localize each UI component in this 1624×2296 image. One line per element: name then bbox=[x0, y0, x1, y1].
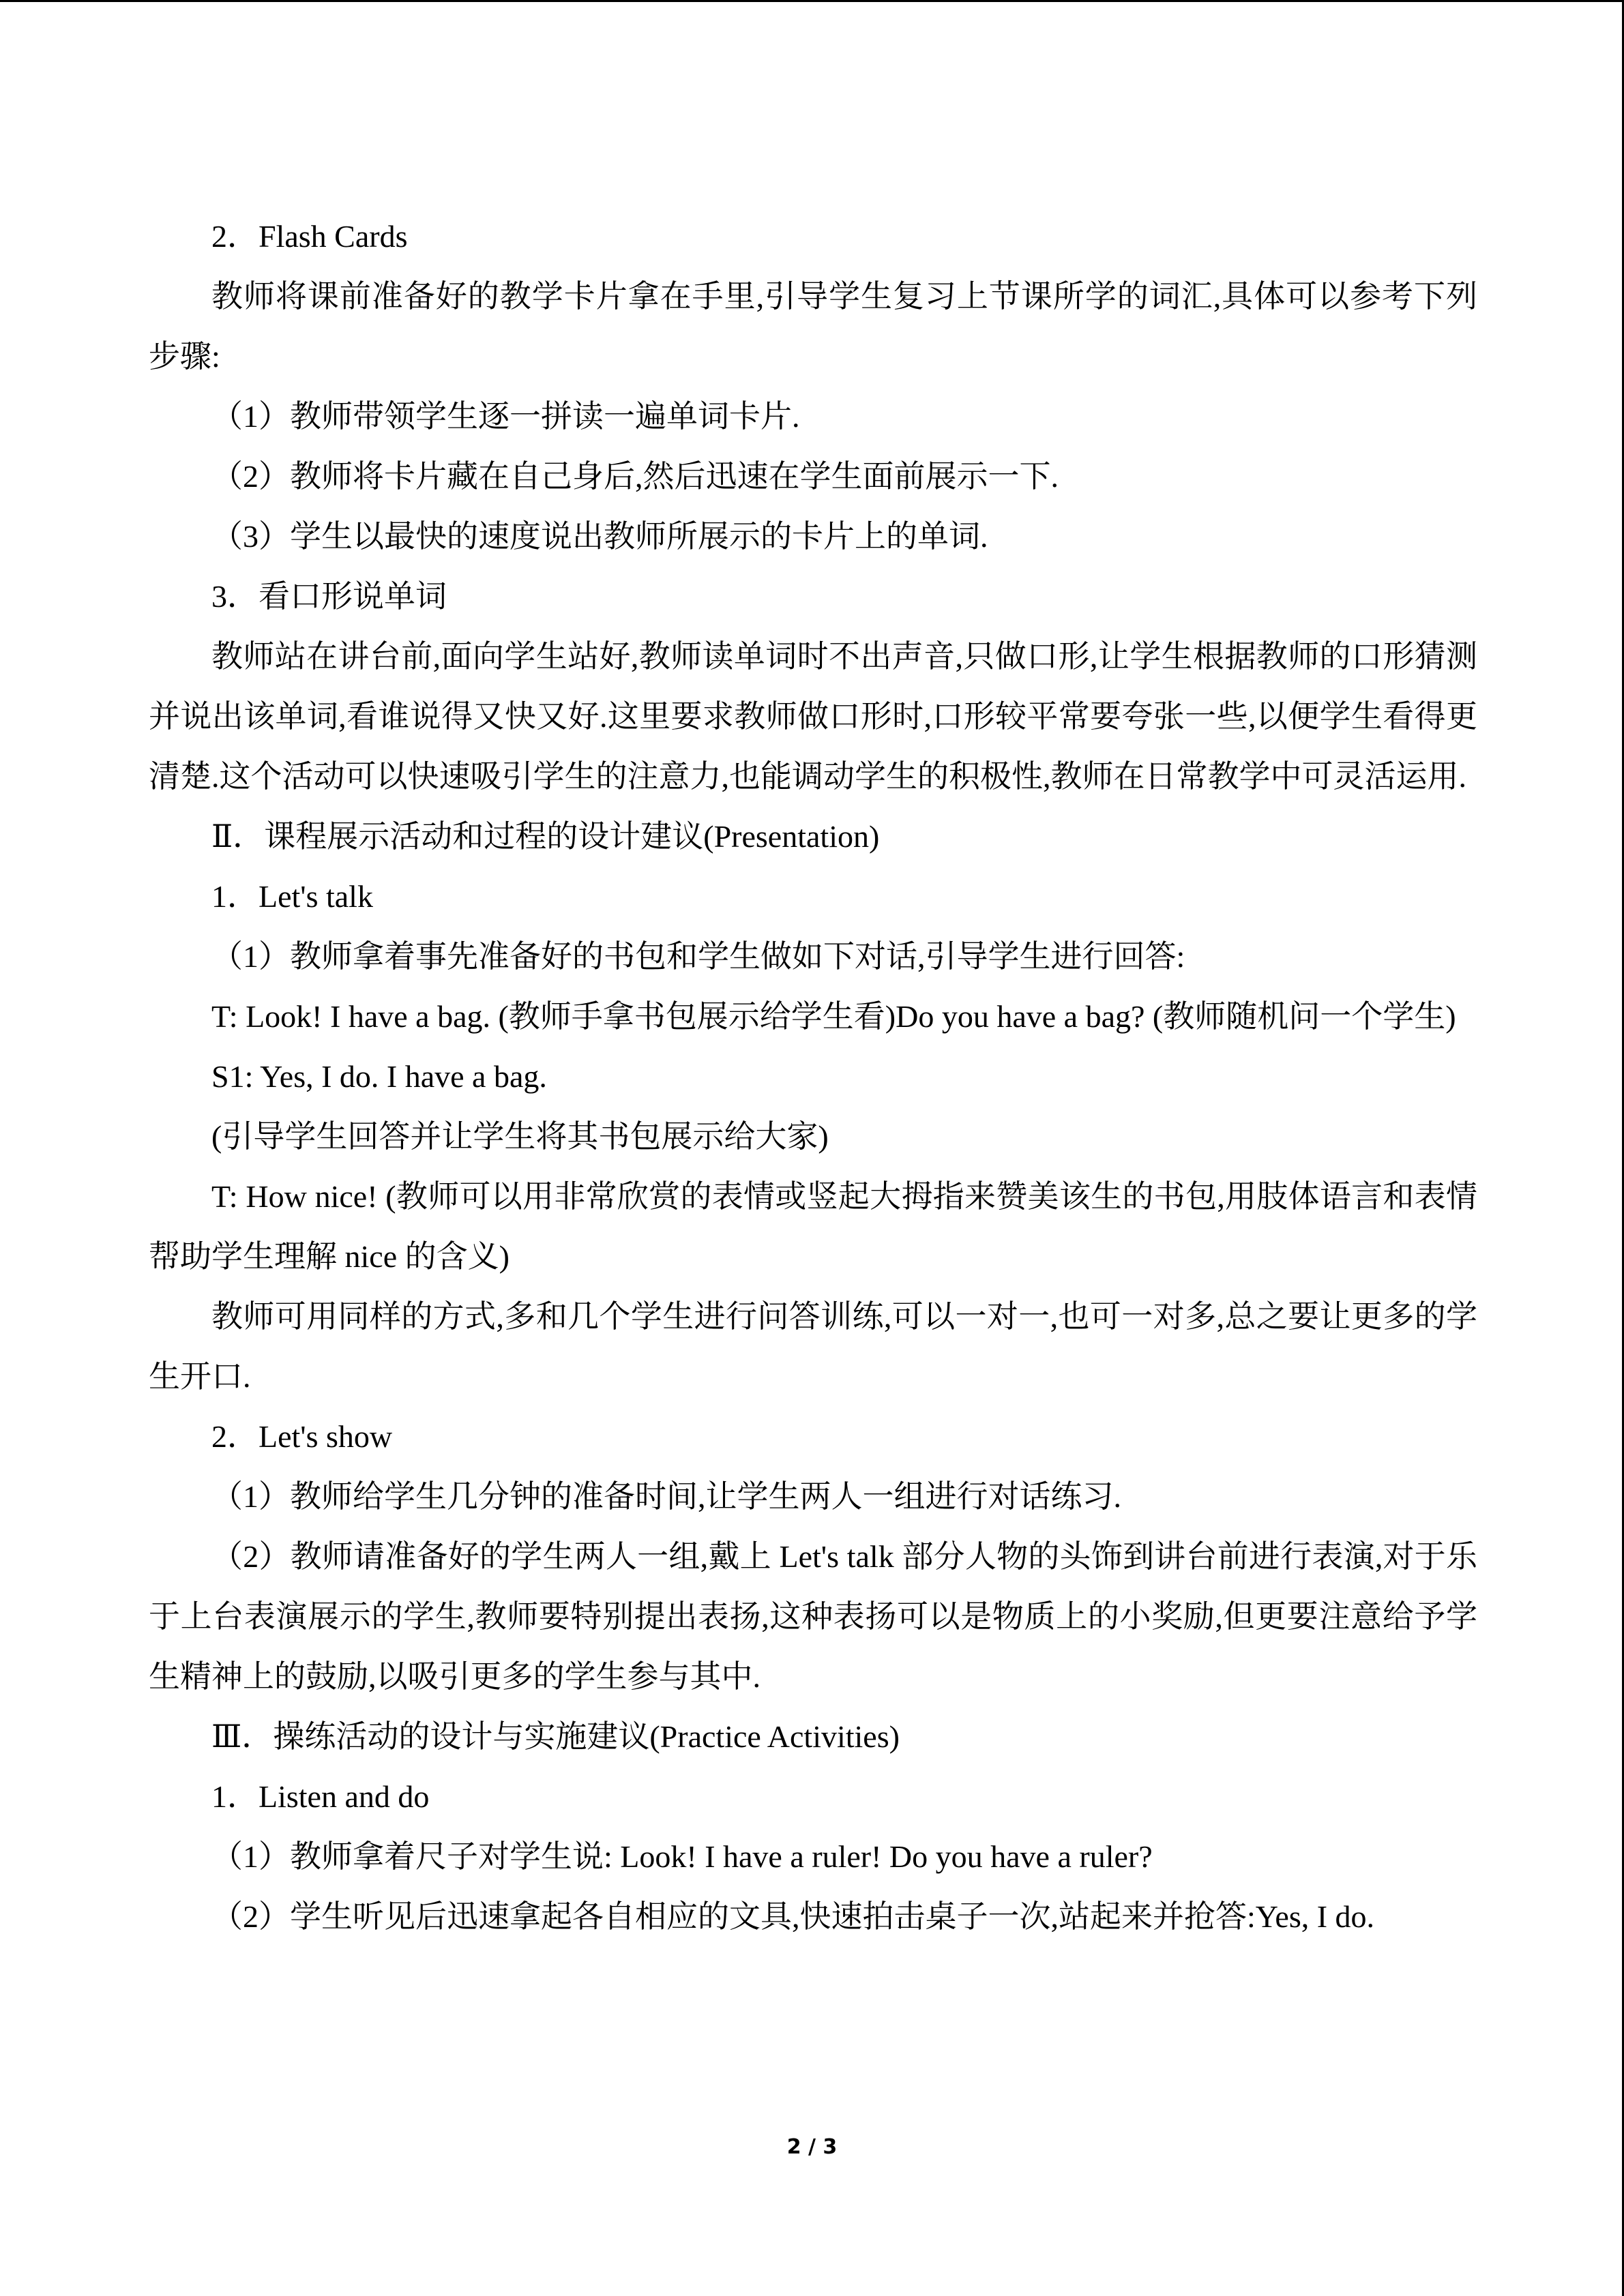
dialogue-line: T: Look! I have a bag. (教师手拿书包展示给学生看)Do you have a bag? (教师随机问一个学生) bbox=[211, 999, 1456, 1034]
list-item: （1）教师给学生几分钟的准备时间,让学生两人一组进行对话练习. bbox=[211, 1479, 1121, 1514]
list-item: （1）教师拿着尺子对学生说: Look! I have a ruler! Do you have a ruler? bbox=[211, 1839, 1153, 1874]
list-item: （2）学生听见后迅速拿起各自相应的文具,快速拍击桌子一次,站起来并抢答:Yes, I do. bbox=[211, 1899, 1375, 1934]
list-item: （1）教师拿着事先准备好的书包和学生做如下对话,引导学生进行回答: bbox=[211, 939, 1185, 974]
section-heading-presentation: Ⅱ．课程展示活动和过程的设计建议(Presentation) bbox=[211, 819, 880, 854]
section-heading-practice: Ⅲ．操练活动的设计与实施建议(Practice Activities) bbox=[211, 1719, 900, 1754]
list-item: （3）学生以最快的速度说出教师所展示的卡片上的单词. bbox=[211, 519, 988, 554]
section-heading-lip-reading: 3．看口形说单词 bbox=[211, 579, 447, 614]
list-item: （2）教师将卡片藏在自己身后,然后迅速在学生面前展示一下. bbox=[211, 459, 1059, 494]
body-paragraph: 教师可用同样的方式,多和几个学生进行问答训练,可以一对一,也可一对多,总之要让更多的学生开口. bbox=[149, 1299, 1477, 1394]
body-paragraph: 教师将课前准备好的教学卡片拿在手里,引导学生复习上节课所学的词汇,具体可以参考下列步骤: bbox=[149, 279, 1477, 374]
section-heading-lets-show: 2．Let's show bbox=[211, 1419, 393, 1454]
page-number: 2 / 3 bbox=[786, 2135, 838, 2159]
stage-direction: (引导学生回答并让学生将其书包展示给大家) bbox=[211, 1119, 829, 1154]
list-item: （1）教师带领学生逐一拼读一遍单词卡片. bbox=[211, 399, 800, 434]
document-body bbox=[149, 207, 1477, 1947]
list-item: （2）教师请准备好的学生两人一组,戴上 Let's talk 部分人物的头饰到讲台前进行表演,对于乐于上台表演展示的学生,教师要特别提出表扬,这种表扬可以是物质上的小奖励,但更要注意给予学生精神上的鼓励,以吸引更多的学生参与其中. bbox=[149, 1539, 1477, 1694]
dialogue-line: T: How nice! (教师可以用非常欣赏的表情或竖起大拇指来赞美该生的书包,用肢体语言和表情帮助学生理解 nice 的含义) bbox=[149, 1179, 1477, 1274]
section-heading-flash-cards: 2．Flash Cards bbox=[211, 219, 408, 254]
body-paragraph: 教师站在讲台前,面向学生站好,教师读单词时不出声音,只做口形,让学生根据教师的口形猜测并说出该单词,看谁说得又快又好.这里要求教师做口形时,口形较平常要夸张一些,以便学生看得更清楚.这个活动可以快速吸引学生的注意力,也能调动学生的积极性,教师在日常教学中可灵活运用. bbox=[149, 639, 1477, 794]
section-heading-listen-and-do: 1．Listen and do bbox=[211, 1779, 430, 1814]
section-heading-lets-talk: 1．Let's talk bbox=[211, 879, 373, 914]
dialogue-line: S1: Yes, I do. I have a bag. bbox=[211, 1059, 547, 1094]
